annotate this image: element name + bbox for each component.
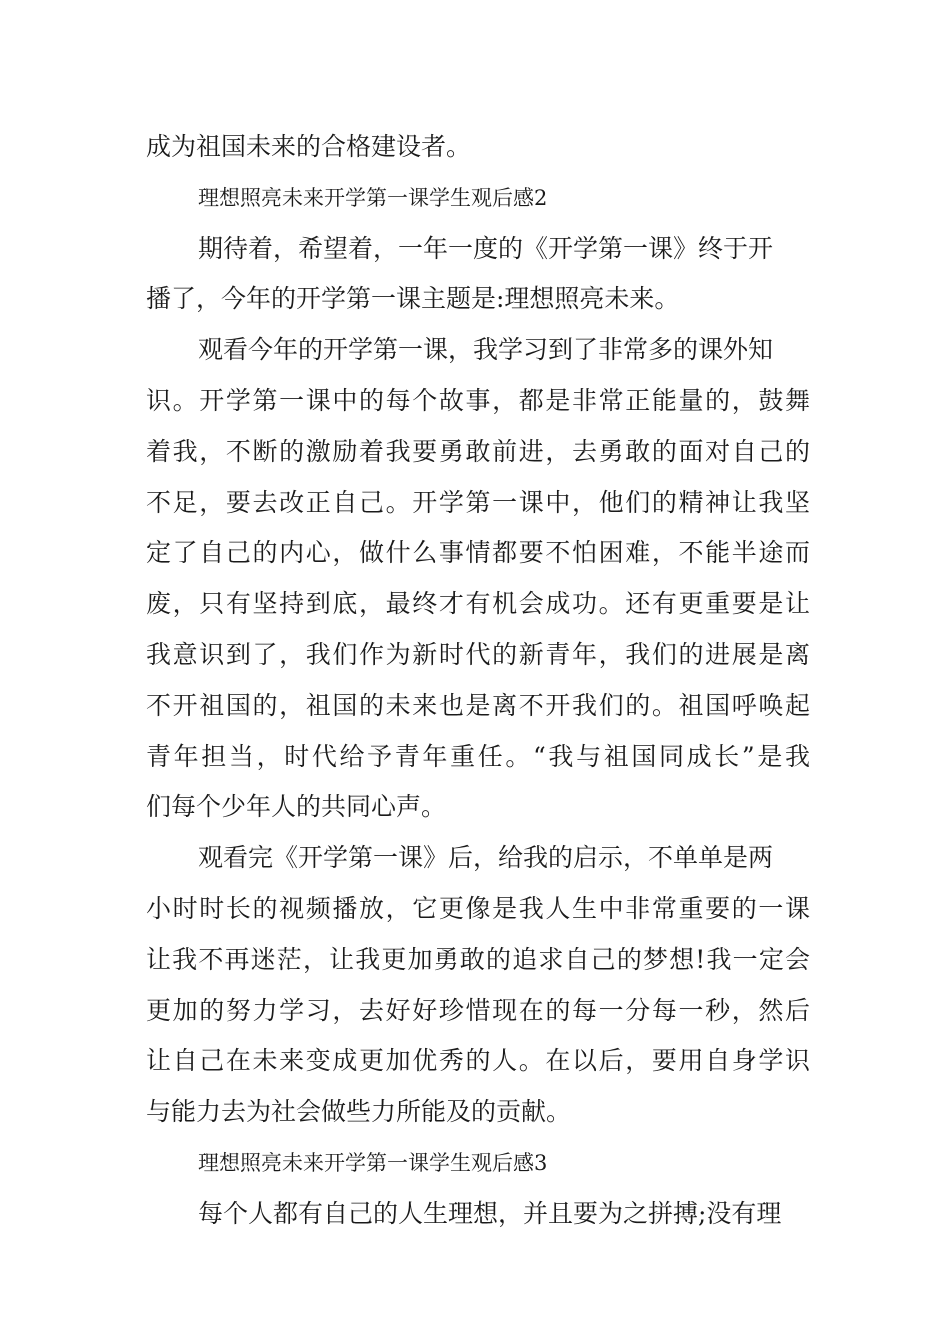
text-line: 着我，不断的激励着我要勇敢前进，去勇敢的面对自己的 [146, 436, 810, 466]
text-line: 不足，要去改正自己。开学第一课中，他们的精神让我坚 [146, 487, 810, 517]
text-line: 们每个少年人的共同心声。 [146, 792, 447, 822]
section-heading: 理想照亮未来开学第一课学生观后感3 [198, 1150, 548, 1175]
text-line: 与能力去为社会做些力所能及的贡献。 [146, 1097, 572, 1127]
text-line: 识。开学第一课中的每个故事，都是非常正能量的，鼓舞 [146, 385, 810, 415]
text-line: 青年担当，时代给予青年重任。“我与祖国同成长”是我 [146, 741, 810, 771]
text-line: 废，只有坚持到底，最终才有机会成功。还有更重要是让 [146, 589, 810, 619]
text-line: 我意识到了，我们作为新时代的新青年，我们的进展是离 [146, 639, 810, 669]
text-line: 观看完《开学第一课》后，给我的启示，不单单是两 [198, 843, 774, 873]
text-line: 播了，今年的开学第一课主题是:理想照亮未来。 [146, 284, 680, 314]
document-body [146, 122, 810, 1240]
text-line: 观看今年的开学第一课，我学习到了非常多的课外知 [198, 335, 774, 365]
text-line: 不开祖国的，祖国的未来也是离不开我们的。祖国呼唤起 [146, 690, 810, 720]
text-line: 小时时长的视频播放，它更像是我人生中非常重要的一课 [146, 893, 810, 923]
text-line: 定了自己的内心，做什么事情都要不怕困难，不能半途而 [146, 538, 810, 568]
text-line: 每个人都有自己的人生理想，并且要为之拼搏;没有理 [198, 1198, 782, 1228]
text-line: 成为祖国未来的合格建设者。 [146, 132, 472, 161]
text-line: 期待着，希望着，一年一度的《开学第一课》终于开 [198, 233, 774, 263]
text-line: 让自己在未来变成更加优秀的人。在以后，要用自身学识 [146, 1046, 810, 1076]
text-line: 更加的努力学习，去好好珍惜现在的每一分每一秒，然后 [146, 995, 810, 1025]
text-line: 让我不再迷茫，让我更加勇敢的追求自己的梦想!我一定会 [146, 944, 810, 974]
section-heading: 理想照亮未来开学第一课学生观后感2 [198, 185, 548, 210]
